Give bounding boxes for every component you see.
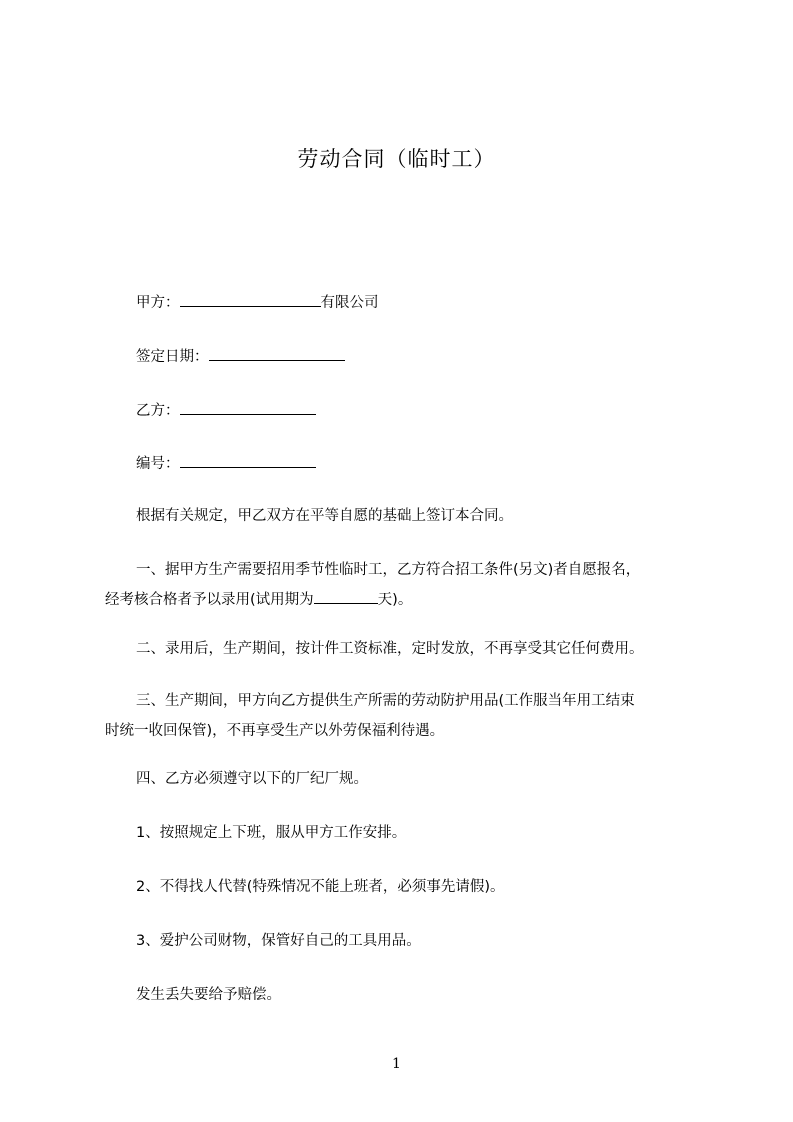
compensation-note: 发生丢失要给予赔偿。 <box>136 987 281 1003</box>
clause-1 <box>105 555 695 615</box>
clause-1-suffix: 天)。 <box>377 592 413 608</box>
number-label: 编号： <box>136 456 180 472</box>
sign-date-label: 签定日期： <box>136 349 209 365</box>
sign-date-blank <box>209 346 345 361</box>
party-b-label: 乙方： <box>136 403 180 419</box>
clause-2: 二、录用后，生产期间，按计件工资标准，定时发放，不再享受其它任何费用。 <box>136 641 644 657</box>
party-a-blank <box>180 292 321 307</box>
party-a-label: 甲方： <box>136 295 180 311</box>
party-a-suffix: 有限公司 <box>320 295 379 311</box>
party-b-blank <box>180 400 316 415</box>
trial-days-blank <box>314 589 378 604</box>
rule-3: 3、爱护公司财物，保管好自己的工具用品。 <box>136 933 421 949</box>
intro-paragraph: 根据有关规定，甲乙双方在平等自愿的基础上签订本合同。 <box>136 508 513 524</box>
clause-4: 四、乙方必须遵守以下的厂纪厂规。 <box>136 771 368 787</box>
clause-1-line-2 <box>105 585 695 615</box>
number-line <box>136 453 316 473</box>
sign-date-line <box>136 346 345 366</box>
rule-1: 1、按照规定上下班，服从甲方工作安排。 <box>136 825 407 841</box>
clause-3-line-2: 时统一收回保管)，不再享受生产以外劳保福利待遇。 <box>105 723 445 739</box>
clause-3-line-1: 三、生产期间，甲方向乙方提供生产所需的劳动防护用品(工作服当年用工结束 <box>136 693 635 709</box>
page-number: 1 <box>392 1056 401 1072</box>
party-b-line <box>136 400 316 420</box>
rule-2: 2、不得找人代替(特殊情况不能上班者，必须事先请假)。 <box>136 879 505 895</box>
party-a-line <box>136 292 379 312</box>
clause-1-text: 经考核合格者予以录用(试用期为 <box>105 592 314 608</box>
number-blank <box>180 453 316 468</box>
clause-3 <box>105 686 695 746</box>
document-title: 劳动合同（临时工） <box>297 147 496 171</box>
clause-1-line-1: 一、据甲方生产需要招用季节性临时工，乙方符合招工条件(另文)者自愿报名， <box>136 562 641 578</box>
